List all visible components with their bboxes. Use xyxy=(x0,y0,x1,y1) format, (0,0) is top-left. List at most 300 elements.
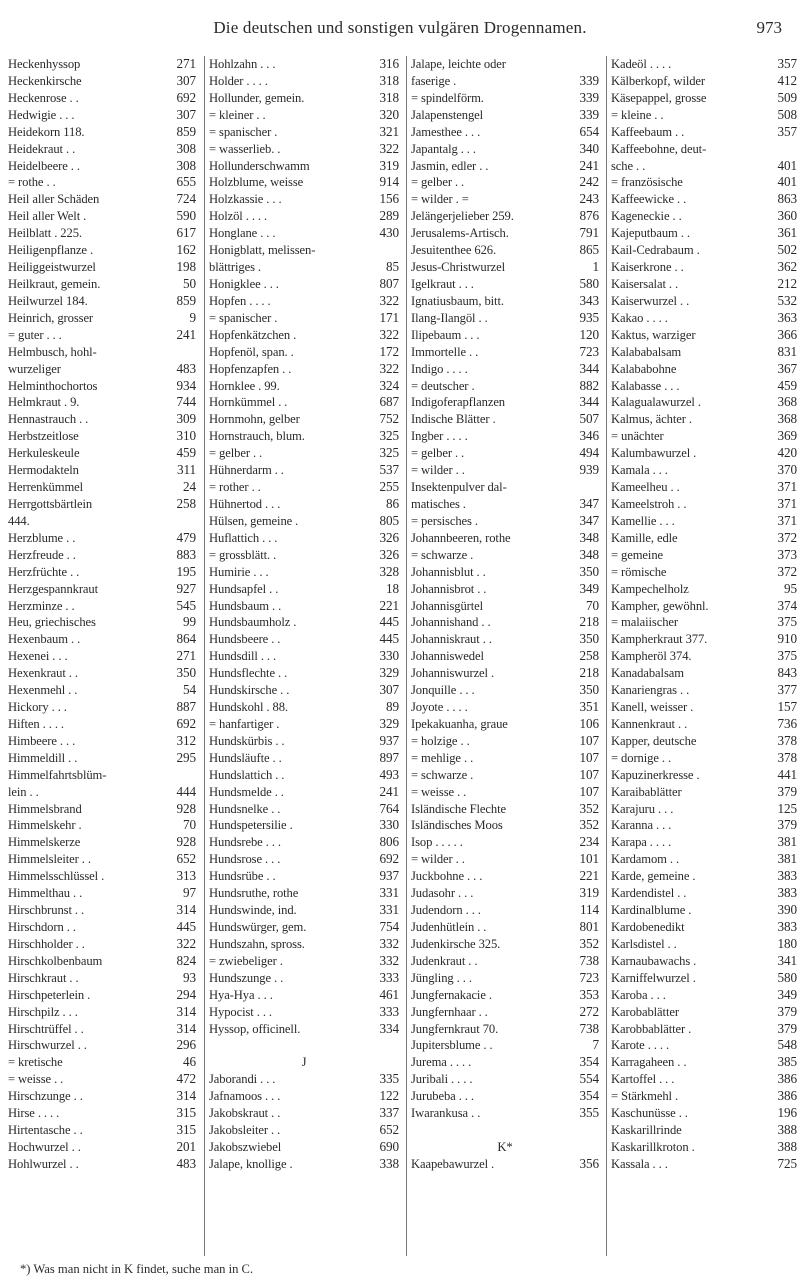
entry-page-number: 692 xyxy=(176,715,196,731)
index-entry xyxy=(8,1054,196,1071)
index-entry xyxy=(611,361,797,378)
entry-page-number: 325 xyxy=(379,428,399,444)
index-entry xyxy=(209,1122,399,1139)
entry-term: Hundswürger, gem. xyxy=(209,920,307,935)
index-entry xyxy=(411,750,599,767)
index-entry xyxy=(611,648,797,665)
entry-term: Heiliggeistwurzel xyxy=(8,260,96,275)
entry-term: Jurema . . . . xyxy=(411,1055,472,1070)
entry-page-number: 50 xyxy=(183,275,196,291)
entry-page-number: 172 xyxy=(379,343,399,359)
entry-term: Kalababalsam xyxy=(611,344,682,359)
entry-page-number: 445 xyxy=(379,614,399,630)
entry-term: matisches . xyxy=(411,496,466,511)
entry-term: = kleiner . . xyxy=(209,107,266,122)
entry-term: Kaiserwurzel . . xyxy=(611,293,690,308)
entry-page-number: 114 xyxy=(580,902,599,918)
index-entry xyxy=(611,817,797,834)
entry-page-number: 752 xyxy=(379,411,399,427)
entry-term: Johannishand . . xyxy=(411,615,491,630)
entry-term: Heckenhyssop xyxy=(8,57,81,71)
index-entry xyxy=(209,242,399,259)
index-entry xyxy=(209,987,399,1004)
entry-term: Kaschunüsse . . xyxy=(611,1106,688,1121)
entry-page-number: 367 xyxy=(777,360,797,376)
entry-term: blättriges . xyxy=(209,260,261,275)
entry-page-number: 89 xyxy=(386,699,399,715)
index-entry xyxy=(611,1004,797,1021)
entry-page-number: 910 xyxy=(777,631,797,647)
entry-term: = gelber . . xyxy=(209,446,263,461)
entry-page-number: 322 xyxy=(176,935,196,951)
entry-term: Himmelfahrtsblüm- xyxy=(8,767,107,782)
entry-page-number: 859 xyxy=(176,123,196,139)
index-entry xyxy=(209,902,399,919)
entry-page-number: 326 xyxy=(379,529,399,545)
index-entry xyxy=(8,868,196,885)
entry-term: Insektenpulver dal- xyxy=(411,480,507,495)
entry-page-number: 338 xyxy=(379,1155,399,1171)
index-entry xyxy=(611,784,797,801)
entry-term: Hiften . . . . xyxy=(8,716,64,731)
entry-term: Jalapenstengel xyxy=(411,107,484,122)
entry-term: Heilwurzel 184. xyxy=(8,293,88,308)
entry-page-number: 348 xyxy=(579,546,599,562)
entry-page-number: 353 xyxy=(579,986,599,1002)
entry-page-number: 97 xyxy=(183,885,196,901)
index-entry xyxy=(611,733,797,750)
index-entry xyxy=(411,767,599,784)
index-entry xyxy=(209,970,399,987)
entry-page-number: 807 xyxy=(379,275,399,291)
entry-page-number: 318 xyxy=(379,89,399,105)
entry-page-number: 334 xyxy=(379,1020,399,1036)
index-entry xyxy=(8,1156,196,1173)
entry-term: = dornige . . xyxy=(611,750,672,765)
entry-term: Jafnamoos . . . xyxy=(209,1089,281,1104)
entry-page-number: 882 xyxy=(579,377,599,393)
entry-term: Kamala . . . xyxy=(611,463,668,478)
index-entry xyxy=(611,378,797,395)
entry-page-number: 412 xyxy=(777,72,797,88)
entry-page-number: 494 xyxy=(579,445,599,461)
entry-term: faserige . xyxy=(411,73,457,88)
entry-page-number: 360 xyxy=(777,208,797,224)
entry-page-number: 928 xyxy=(176,834,196,850)
entry-page-number: 271 xyxy=(176,56,196,71)
index-entry xyxy=(209,598,399,615)
entry-term: Kanell, weisser . xyxy=(611,700,694,715)
index-entry xyxy=(8,344,196,361)
entry-page-number: 319 xyxy=(579,885,599,901)
entry-page-number: 258 xyxy=(176,495,196,511)
entry-term: Kalmus, ächter . xyxy=(611,412,692,427)
entry-term: = malaiischer xyxy=(611,615,678,630)
index-entry xyxy=(8,750,196,767)
index-entry xyxy=(209,56,399,73)
entry-term: Jalape, knollige . xyxy=(209,1156,293,1171)
entry-page-number: 70 xyxy=(183,817,196,833)
index-entry xyxy=(209,378,399,395)
section-letter-text: J xyxy=(301,1055,307,1070)
entry-page-number: 580 xyxy=(579,275,599,291)
section-letter xyxy=(209,1054,399,1071)
entry-term: Hochwurzel . . xyxy=(8,1140,81,1154)
entry-term: Hülsen, gemeine . xyxy=(209,513,299,528)
entry-page-number: 537 xyxy=(379,462,399,478)
entry-term: = schwarze . xyxy=(411,767,474,782)
index-entry xyxy=(209,1156,399,1173)
index-entry xyxy=(611,276,797,293)
entry-page-number: 321 xyxy=(379,123,399,139)
index-entry xyxy=(411,665,599,682)
index-entry xyxy=(209,581,399,598)
entry-term: Ignatiusbaum, bitt. xyxy=(411,293,504,308)
entry-page-number: 99 xyxy=(183,614,196,630)
index-entry xyxy=(611,1105,797,1122)
entry-page-number: 313 xyxy=(176,868,196,884)
entry-term: Hundsdill . . . xyxy=(209,649,277,664)
entry-term: = weisse . . xyxy=(8,1072,64,1087)
entry-page-number: 311 xyxy=(177,462,196,478)
entry-term: Hundsrübe . . xyxy=(209,869,276,884)
entry-page-number: 883 xyxy=(176,546,196,562)
entry-term: Hedwigie . . . xyxy=(8,107,75,122)
entry-term: Kapuzinerkresse . xyxy=(611,767,700,782)
entry-page-number: 328 xyxy=(379,563,399,579)
index-entry xyxy=(411,1088,599,1105)
entry-page-number: 241 xyxy=(579,157,599,173)
index-entry xyxy=(611,513,797,530)
entry-page-number: 791 xyxy=(579,225,599,241)
entry-page-number: 375 xyxy=(777,614,797,630)
entry-term: Herzfrüchte . . xyxy=(8,564,80,579)
entry-term: Kampher, gewöhnl. xyxy=(611,598,709,613)
entry-term: Jesuitenthee 626. xyxy=(411,243,497,258)
entry-term: lein . . xyxy=(8,784,39,799)
entry-page-number: 379 xyxy=(777,1020,797,1036)
entry-term: Hornklee . 99. xyxy=(209,378,280,393)
entry-page-number: 725 xyxy=(777,1155,797,1171)
entry-term: Hirschpilz . . . xyxy=(8,1004,78,1019)
entry-page-number: 308 xyxy=(176,157,196,173)
index-entry xyxy=(8,1037,196,1054)
index-entry xyxy=(611,56,797,73)
entry-page-number: 445 xyxy=(379,631,399,647)
entry-term: Juribali . . . . xyxy=(411,1072,473,1087)
entry-term: Herzfreude . . xyxy=(8,547,76,562)
entry-term: Hundsbaumholz . xyxy=(209,615,297,630)
entry-term: Karnaubawachs . xyxy=(611,953,697,968)
entry-term: Jungfernkraut 70. xyxy=(411,1021,499,1036)
index-entry xyxy=(209,834,399,851)
entry-term: Jonquille . . . xyxy=(411,683,475,698)
index-entry xyxy=(411,225,599,242)
index-entry xyxy=(8,124,196,141)
index-entry xyxy=(8,1004,196,1021)
entry-term: Herzblume . . xyxy=(8,530,76,545)
index-entry xyxy=(8,936,196,953)
entry-term: Karoba . . . xyxy=(611,987,666,1002)
index-entry xyxy=(8,428,196,445)
entry-term: Heiligenpflanze . xyxy=(8,243,94,258)
entry-term: Karajuru . . . xyxy=(611,801,674,816)
entry-page-number: 221 xyxy=(379,597,399,613)
entry-page-number: 441 xyxy=(777,766,797,782)
entry-page-number: 221 xyxy=(579,868,599,884)
index-entry xyxy=(8,361,196,378)
entry-page-number: 723 xyxy=(579,969,599,985)
entry-term: Himmelsbrand xyxy=(8,801,82,816)
entry-page-number: 354 xyxy=(579,1088,599,1104)
entry-term: = hanfartiger . xyxy=(209,716,280,731)
entry-page-number: 339 xyxy=(579,106,599,122)
entry-term: Kapper, deutsche xyxy=(611,733,697,748)
entry-page-number: 320 xyxy=(379,106,399,122)
index-entry xyxy=(411,361,599,378)
index-entry xyxy=(611,141,797,158)
entry-page-number: 366 xyxy=(777,326,797,342)
entry-term: Jaborandi . . . xyxy=(209,1072,276,1087)
entry-page-number: 156 xyxy=(379,191,399,207)
entry-page-number: 255 xyxy=(379,479,399,495)
entry-term: Kamille, edle xyxy=(611,530,678,545)
entry-page-number: 341 xyxy=(777,952,797,968)
index-entry xyxy=(8,208,196,225)
index-entry xyxy=(411,107,599,124)
entry-term: Helmkraut . 9. xyxy=(8,395,80,410)
index-entry xyxy=(8,513,196,530)
index-entry xyxy=(209,530,399,547)
entry-term: Jupitersblume . . xyxy=(411,1038,493,1053)
entry-term: Kanariengras . . xyxy=(611,683,690,698)
entry-page-number: 201 xyxy=(176,1139,196,1154)
index-entry xyxy=(8,1122,196,1139)
entry-page-number: 939 xyxy=(579,462,599,478)
entry-term: Jamesthee . . . xyxy=(411,124,481,139)
index-entry xyxy=(8,581,196,598)
index-entry xyxy=(411,344,599,361)
entry-term: Jesus-Christwurzel xyxy=(411,260,506,275)
index-entry xyxy=(209,327,399,344)
entry-term: Kameelstroh . . xyxy=(611,496,687,511)
entry-page-number: 107 xyxy=(579,783,599,799)
entry-page-number: 590 xyxy=(176,208,196,224)
entry-term: Kardinalblume . xyxy=(611,903,692,918)
entry-page-number: 339 xyxy=(579,72,599,88)
entry-page-number: 356 xyxy=(579,1155,599,1171)
entry-term: = unächter xyxy=(611,429,664,444)
index-entry xyxy=(411,885,599,902)
entry-page-number: 295 xyxy=(176,749,196,765)
index-entry xyxy=(8,174,196,191)
index-entry xyxy=(8,276,196,293)
index-entry xyxy=(611,445,797,462)
index-entry xyxy=(411,1021,599,1038)
entry-page-number: 363 xyxy=(777,309,797,325)
entry-page-number: 652 xyxy=(176,851,196,867)
entry-term: Hundslattich . . xyxy=(209,767,285,782)
index-entry xyxy=(209,1088,399,1105)
entry-term: = französische xyxy=(611,175,683,190)
entry-page-number: 617 xyxy=(176,225,196,241)
entry-term: = guter . . . xyxy=(8,327,62,342)
entry-term: Johannisgürtel xyxy=(411,598,484,613)
entry-page-number: 7 xyxy=(592,1037,599,1053)
entry-term: Kampherkraut 377. xyxy=(611,632,708,647)
index-entry xyxy=(209,953,399,970)
entry-term: Hirschkraut . . xyxy=(8,970,79,985)
entry-term: Kampechelholz xyxy=(611,581,689,596)
entry-page-number: 348 xyxy=(579,529,599,545)
index-entry xyxy=(611,801,797,818)
entry-term: Karde, gemeine . xyxy=(611,869,696,884)
index-entry xyxy=(209,665,399,682)
index-column-2 xyxy=(204,56,399,1256)
entry-term: Herbstzeitlose xyxy=(8,429,79,444)
index-entry xyxy=(611,716,797,733)
entry-term: = rothe . . xyxy=(8,175,56,190)
entry-term: Jüngling . . . xyxy=(411,970,472,985)
entry-page-number: 157 xyxy=(777,699,797,715)
index-entry xyxy=(8,784,196,801)
index-entry xyxy=(209,682,399,699)
entry-term: Karanna . . . xyxy=(611,818,672,833)
entry-term: Herrgottsbärtlein xyxy=(8,496,93,511)
entry-page-number: 863 xyxy=(777,191,797,207)
entry-term: Iwarankusa . . xyxy=(411,1106,481,1121)
entry-term: Hundskohl . 88. xyxy=(209,700,288,715)
entry-page-number: 937 xyxy=(379,732,399,748)
index-entry xyxy=(611,598,797,615)
index-entry xyxy=(611,1122,797,1139)
entry-page-number: 430 xyxy=(379,225,399,241)
entry-term: Holder . . . . xyxy=(209,73,268,88)
entry-term: Hirschpeterlein . xyxy=(8,987,91,1002)
index-entry xyxy=(411,462,599,479)
entry-term: Hundsläufte . . xyxy=(209,750,282,765)
entry-term: Kameelheu . . xyxy=(611,480,680,495)
entry-term: Hundsflechte . . xyxy=(209,666,288,681)
index-entry xyxy=(411,530,599,547)
entry-term: Herzgespannkraut xyxy=(8,581,99,596)
entry-term: Hundsbaum . . xyxy=(209,598,282,613)
index-column-4 xyxy=(606,56,797,1256)
index-columns xyxy=(8,56,797,1256)
index-entry xyxy=(611,1071,797,1088)
entry-page-number: 723 xyxy=(579,343,599,359)
index-entry xyxy=(8,614,196,631)
index-entry xyxy=(8,242,196,259)
index-entry xyxy=(209,276,399,293)
entry-term: Johanniskraut . . xyxy=(411,632,492,647)
entry-page-number: 314 xyxy=(176,1088,196,1104)
index-entry xyxy=(209,648,399,665)
index-entry xyxy=(611,868,797,885)
entry-page-number: 371 xyxy=(777,512,797,528)
index-entry xyxy=(8,631,196,648)
index-entry xyxy=(411,496,599,513)
entry-page-number: 241 xyxy=(379,783,399,799)
index-entry xyxy=(411,259,599,276)
index-entry xyxy=(411,936,599,953)
entry-term: Hexenmehl . . xyxy=(8,683,78,698)
index-entry xyxy=(411,174,599,191)
index-entry xyxy=(8,293,196,310)
entry-page-number: 355 xyxy=(579,1105,599,1121)
index-entry xyxy=(209,293,399,310)
entry-term: Jakobszwiebel xyxy=(209,1140,282,1154)
entry-term: Hundszahn, spross. xyxy=(209,936,305,951)
entry-page-number: 331 xyxy=(379,902,399,918)
index-entry xyxy=(411,428,599,445)
index-entry xyxy=(611,767,797,784)
entry-term: = wilder . = xyxy=(411,192,469,207)
index-entry xyxy=(209,90,399,107)
entry-term: Honigklee . . . xyxy=(209,276,279,291)
index-entry xyxy=(8,987,196,1004)
entry-term: Igelkraut . . . xyxy=(411,276,474,291)
entry-page-number: 831 xyxy=(777,343,797,359)
entry-term: Kaffeewicke . . xyxy=(611,192,687,207)
index-entry xyxy=(411,868,599,885)
index-entry xyxy=(411,581,599,598)
entry-term: Hirschwurzel . . xyxy=(8,1038,87,1053)
entry-page-number: 310 xyxy=(176,428,196,444)
entry-page-number: 18 xyxy=(386,580,399,596)
entry-term: Himbeere . . . xyxy=(8,733,76,748)
entry-term: Hopfen . . . . xyxy=(209,293,271,308)
entry-term: Himmelsleiter . . xyxy=(8,852,91,867)
index-entry xyxy=(411,598,599,615)
entry-page-number: 401 xyxy=(777,157,797,173)
index-entry xyxy=(209,851,399,868)
entry-page-number: 330 xyxy=(379,648,399,664)
entry-term: Jasmin, edler . . xyxy=(411,158,489,173)
entry-page-number: 1 xyxy=(592,259,599,275)
index-entry xyxy=(611,428,797,445)
entry-page-number: 344 xyxy=(579,360,599,376)
entry-term: Kanadabalsam xyxy=(611,666,684,681)
entry-term: Heckenrose . . xyxy=(8,90,79,105)
entry-page-number: 375 xyxy=(777,648,797,664)
entry-term: Heil aller Welt . xyxy=(8,209,87,224)
entry-page-number: 332 xyxy=(379,935,399,951)
index-entry xyxy=(8,1139,196,1156)
index-entry xyxy=(411,411,599,428)
index-entry xyxy=(8,158,196,175)
entry-term: Jurubeba . . . xyxy=(411,1089,474,1104)
running-title: Die deutschen und sonstigen vulgären Drogennamen. xyxy=(213,18,587,37)
index-entry xyxy=(411,242,599,259)
entry-term: Hexenbaum . . xyxy=(8,632,81,647)
entry-term: Juckbohne . . . xyxy=(411,869,483,884)
index-entry xyxy=(209,936,399,953)
entry-term: Hundsbeere . . xyxy=(209,632,281,647)
entry-page-number: 935 xyxy=(579,309,599,325)
index-entry xyxy=(611,564,797,581)
entry-page-number: 198 xyxy=(176,259,196,275)
entry-term: Jakobskraut . . xyxy=(209,1106,281,1121)
entry-term: Hühnertod . . . xyxy=(209,496,281,511)
index-entry xyxy=(209,107,399,124)
index-entry xyxy=(411,327,599,344)
entry-page-number: 294 xyxy=(176,986,196,1002)
index-entry xyxy=(411,784,599,801)
entry-page-number: 887 xyxy=(176,699,196,715)
entry-page-number: 493 xyxy=(379,766,399,782)
entry-page-number: 472 xyxy=(176,1071,196,1087)
